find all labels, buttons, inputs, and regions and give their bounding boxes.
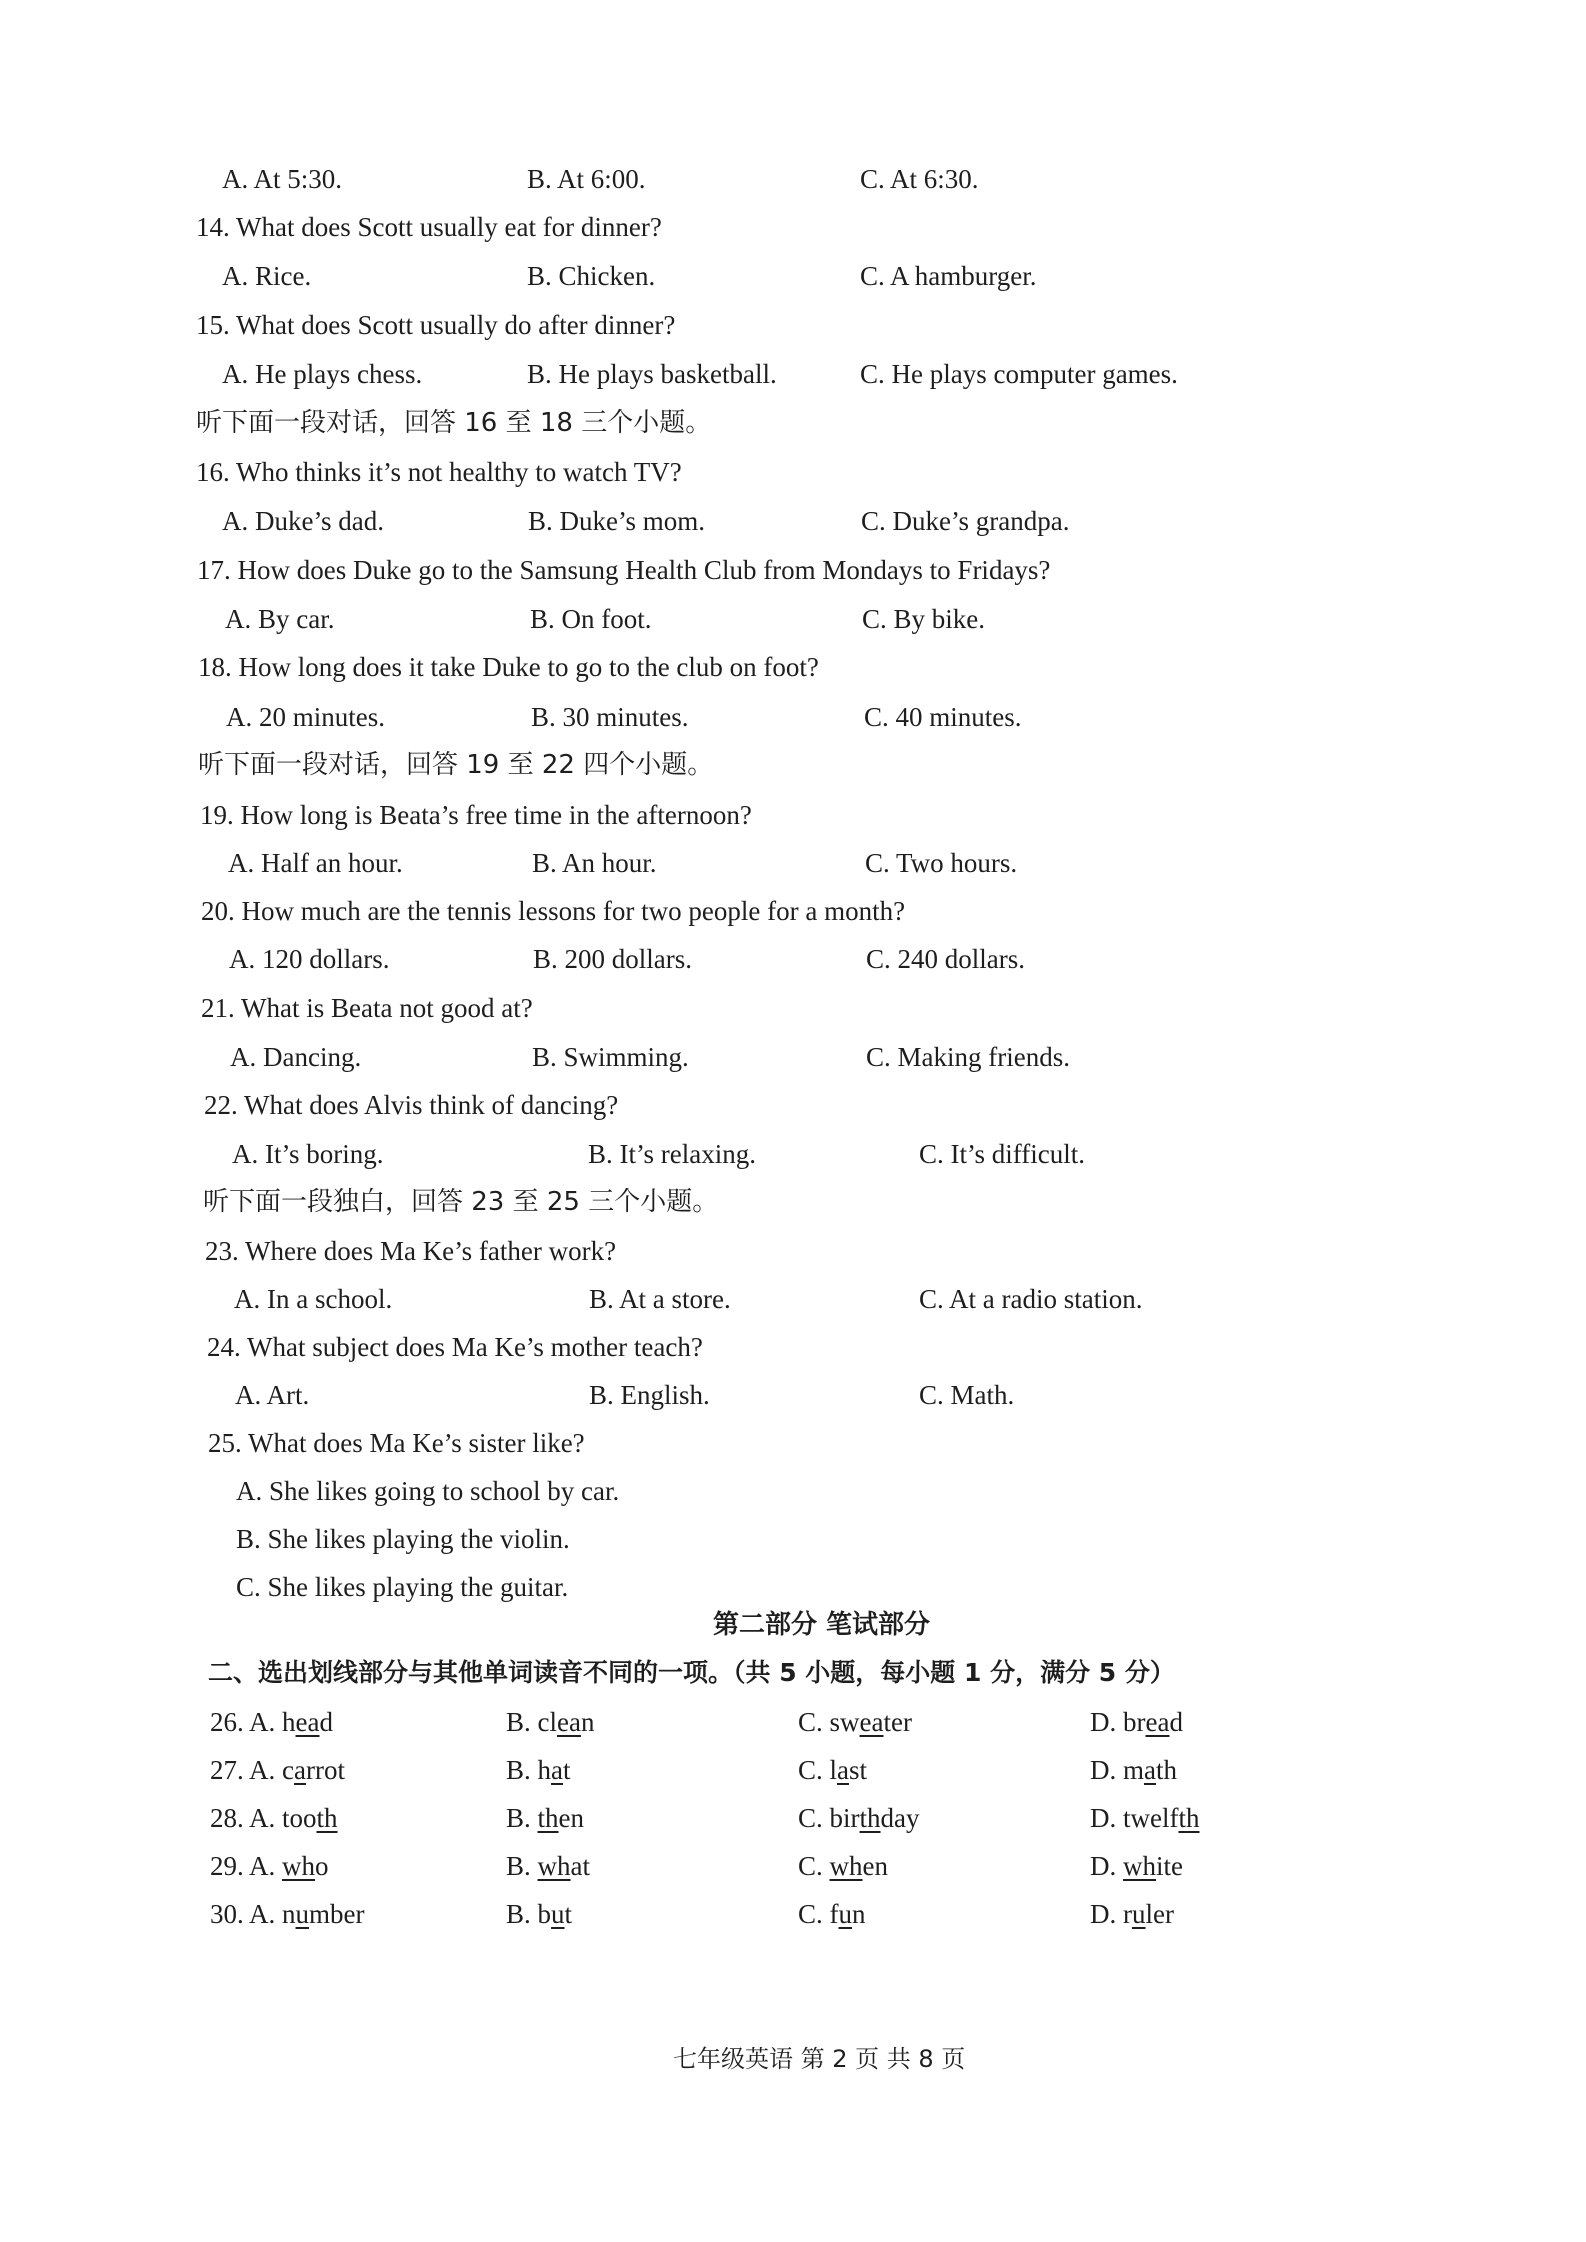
underlined-letters: wh (829, 1851, 863, 1881)
q18-option-c: C. 40 minutes. (864, 702, 1022, 732)
q23-stem: 23. Where does Ma Ke’s father work? (205, 1236, 617, 1266)
underlined-letters: wh (282, 1851, 316, 1881)
q19-option-c: C. Two hours. (865, 848, 1018, 878)
underlined-letters: u (295, 1899, 310, 1929)
q21-option-c: C. Making friends. (866, 1042, 1070, 1072)
q24-stem: 24. What subject does Ma Ke’s mother teach? (207, 1332, 703, 1362)
underlined-letters: u (838, 1899, 852, 1929)
q20-option-a: A. 120 dollars. (229, 944, 390, 974)
q25-option-a: A. She likes going to school by car. (236, 1476, 620, 1506)
q29-option-a: 29. A. who (210, 1851, 329, 1881)
q14-option-c: C. A hamburger. (860, 261, 1037, 291)
q21-option-a: A. Dancing. (230, 1042, 362, 1072)
q15-option-c: C. He plays computer games. (860, 359, 1178, 389)
q20-stem: 20. How much are the tennis lessons for two people for a month? (201, 896, 906, 926)
part2-title: 第二部分 笔试部分 (713, 1610, 931, 1640)
q26-option-b: B. clean (506, 1707, 595, 1737)
q26-option-c: C. sweater (798, 1707, 912, 1737)
q19-option-a: A. Half an hour. (228, 848, 403, 878)
underlined-letters: th (537, 1803, 559, 1833)
underlined-letters: a (551, 1755, 563, 1785)
q15-option-a: A. He plays chess. (222, 359, 423, 389)
q18-stem: 18. How long does it take Duke to go to the club on foot? (198, 652, 819, 682)
q13-option-a: A. At 5:30. (222, 164, 343, 194)
q21-option-b: B. Swimming. (532, 1042, 689, 1072)
underlined-letters: ea (1145, 1707, 1170, 1737)
instruction-16-18: 听下面一段对话，回答 16 至 18 三个小题。 (196, 408, 712, 438)
underlined-letters: a (1144, 1755, 1156, 1785)
q22-option-a: A. It’s boring. (232, 1139, 384, 1169)
q27-option-b: B. hat (506, 1755, 571, 1785)
q27-option-c: C. last (798, 1755, 868, 1785)
q21-stem: 21. What is Beata not good at? (201, 993, 533, 1023)
q20-option-c: C. 240 dollars. (866, 944, 1025, 974)
q29-option-b: B. what (506, 1851, 591, 1881)
underlined-letters: wh (537, 1851, 571, 1881)
q26-option-a: 26. A. head (210, 1707, 333, 1737)
q30-option-b: B. but (506, 1899, 573, 1929)
q19-stem: 19. How long is Beata’s free time in the afternoon? (200, 800, 752, 830)
q14-option-b: B. Chicken. (527, 261, 656, 291)
underlined-letters: ea (557, 1707, 581, 1737)
q16-option-c: C. Duke’s grandpa. (861, 506, 1070, 536)
q22-option-b: B. It’s relaxing. (588, 1139, 756, 1169)
q27-option-d: D. math (1090, 1755, 1177, 1785)
q18-option-a: A. 20 minutes. (226, 702, 385, 732)
q29-option-d: D. white (1090, 1851, 1183, 1881)
q25-option-b: B. She likes playing the violin. (236, 1524, 570, 1554)
q23-option-c: C. At a radio station. (919, 1284, 1143, 1314)
underlined-letters: th (1178, 1803, 1200, 1833)
underlined-letters: wh (1123, 1851, 1156, 1881)
q25-stem: 25. What does Ma Ke’s sister like? (208, 1428, 585, 1458)
q15-option-b: B. He plays basketball. (527, 359, 777, 389)
q17-option-b: B. On foot. (530, 604, 652, 634)
q17-option-c: C. By bike. (862, 604, 986, 634)
q24-option-c: C. Math. (919, 1380, 1015, 1410)
q13-option-b: B. At 6:00. (527, 164, 646, 194)
q17-option-a: A. By car. (225, 604, 335, 634)
q28-option-c: C. birthday (798, 1803, 920, 1833)
q24-option-b: B. English. (589, 1380, 710, 1410)
underlined-letters: th (859, 1803, 881, 1833)
q30-option-a: 30. A. number (210, 1899, 365, 1929)
q30-option-c: C. fun (798, 1899, 866, 1929)
underlined-letters: th (316, 1803, 338, 1833)
q29-option-c: C. when (798, 1851, 888, 1881)
q20-option-b: B. 200 dollars. (533, 944, 692, 974)
q14-option-a: A. Rice. (222, 261, 312, 291)
q28-option-d: D. twelfth (1090, 1803, 1200, 1833)
q14-stem: 14. What does Scott usually eat for dinner? (196, 212, 662, 242)
q25-option-c: C. She likes playing the guitar. (236, 1572, 569, 1602)
underlined-letters: u (551, 1899, 565, 1929)
q28-option-a: 28. A. tooth (210, 1803, 338, 1833)
underlined-letters: a (837, 1755, 849, 1785)
q28-option-b: B. then (506, 1803, 585, 1833)
q17-stem: 17. How does Duke go to the Samsung Health Club from Mondays to Fridays? (197, 555, 1051, 585)
q27-option-a: 27. A. carrot (210, 1755, 345, 1785)
underlined-letters: a (294, 1755, 306, 1785)
q18-option-b: B. 30 minutes. (531, 702, 689, 732)
q16-option-b: B. Duke’s mom. (528, 506, 706, 536)
instruction-19-22: 听下面一段对话，回答 19 至 22 四个小题。 (198, 750, 714, 780)
q16-option-a: A. Duke’s dad. (222, 506, 384, 536)
q24-option-a: A. Art. (235, 1380, 310, 1410)
page-footer: 七年级英语 第 2 页 共 8 页 (673, 2045, 966, 2073)
instruction-23-25: 听下面一段独白，回答 23 至 25 三个小题。 (203, 1187, 719, 1217)
underlined-letters: u (1132, 1899, 1146, 1929)
q22-option-c: C. It’s difficult. (919, 1139, 1085, 1169)
q22-stem: 22. What does Alvis think of dancing? (204, 1090, 619, 1120)
q26-option-d: D. bread (1090, 1707, 1183, 1737)
q15-stem: 15. What does Scott usually do after dinner? (196, 310, 676, 340)
underlined-letters: ea (859, 1707, 884, 1737)
q16-stem: 16. Who thinks it’s not healthy to watch TV? (196, 457, 682, 487)
q23-option-b: B. At a store. (589, 1284, 731, 1314)
q19-option-b: B. An hour. (532, 848, 657, 878)
section2-heading: 二、选出划线部分与其他单词读音不同的一项。（共 5 小题，每小题 1 分，满分 5 分） (208, 1658, 1175, 1687)
q13-option-c: C. At 6:30. (860, 164, 979, 194)
q23-option-a: A. In a school. (234, 1284, 393, 1314)
q30-option-d: D. ruler (1090, 1899, 1174, 1929)
underlined-letters: ea (295, 1707, 320, 1737)
